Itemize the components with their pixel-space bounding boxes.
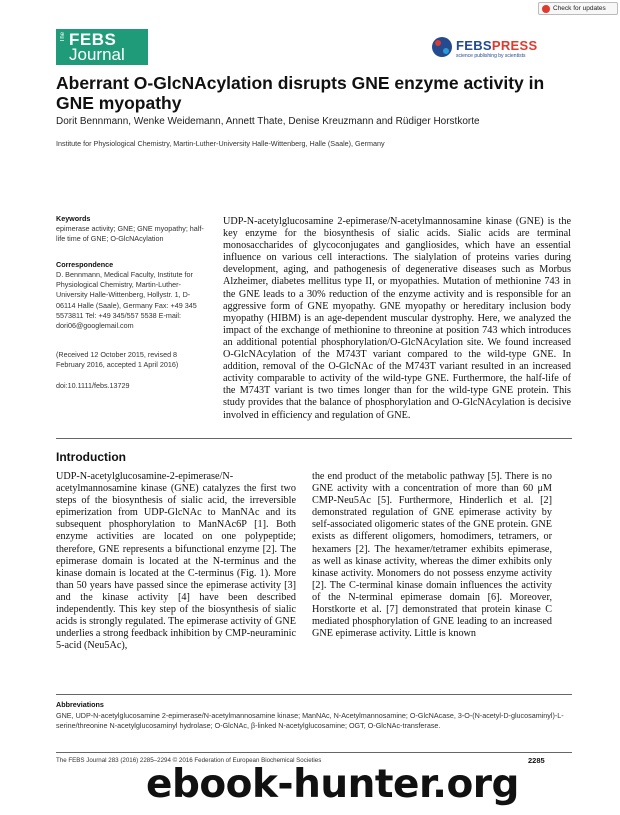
correspondence-heading: Correspondence xyxy=(56,260,114,269)
publisher-name: FEBSPRESS xyxy=(456,38,538,53)
watermark: ebook-hunter.org xyxy=(146,762,519,807)
abbreviations-text: GNE, UDP-N-acetylglucosamine 2-epimerase/N-acetylmannosamine kinase; ManNAc, N-Acetylmannosamine; O-GlcNAcase, 3-O-(N-acetyl-D-glucosaminyl)-L-serine/threonine N-acetylglucosaminyl hydrolase; O-GlcNAc, β-linked N-acetylglucosamine; OGT, O-GlcNAc-transferase. xyxy=(56,711,564,730)
affiliation: Institute for Physiological Chemistry, Martin-Luther-University Halle-Wittenberg, Halle (Saale), Germany xyxy=(56,139,385,148)
section-divider xyxy=(56,438,572,439)
journal-logo xyxy=(56,29,148,65)
introduction-column-1: UDP-N-acetylglucosamine-2-epimerase/N-acetylmannosamine kinase (GNE) catalyzes the first two steps of the biosynthesis of sialic acid, the irreversible epimerization from UDP-GlcNAc to ManNAc and its subsequent phosphorylation to ManNAc6P [1]. Both enzyme activities are located on one polypeptide; therefore, GNE represents a bifunctional enzyme [2]. The epimerase domain is located at the N-terminus and the kinase domain is located at the C-terminus (Fig. 1). More than 50 years have passed since the epimerase activity [3] and the kinase activity [4] have been described independently. This key step of the biosynthesis of sialic acids is strongly regulated. The epimerase activity of GNE underlies a strong feedback inhibition by CMP-neuraminic 5-acid (Neu5Ac), xyxy=(56,471,296,652)
logo-the: The xyxy=(60,32,66,43)
footer-divider xyxy=(56,752,572,753)
logo-febs: FEBS xyxy=(69,30,117,49)
introduction-column-2: the end product of the metabolic pathway [5]. There is no GNE activity with a concentration of more than 60 μM CMP-Neu5Ac [5]. Furthermore, Hinderlich et al. [2] demonstrated regulation of GNE epimerase activity by self-associated oligomeric states of the GNE protein. GNE exists as different oligomers, homodimers, tetramers, or hexamers [2]. The hexamer/tetramer exhibits epimerase, as well as kinase activity, whereas the dimer exhibits only kinase activity. Monomers do not possess enzyme activity [2]. The C-terminal kinase domain influences the activity of the N-terminal epimerase domain [6]. Moreover, Horstkorte et al. [7] demonstrated that protein kinase C mediated phosphorylation of GNE leading to an increased GNE epimerase activity. Little is known xyxy=(312,471,552,640)
abbreviations-divider xyxy=(56,694,572,695)
footer-citation: The FEBS Journal 283 (2016) 2285–2294 © 2016 Federation of European Biochemical Societies xyxy=(56,757,322,764)
publisher-tagline: science publishing by scientists xyxy=(456,53,526,59)
crossmark-icon xyxy=(542,5,550,13)
publisher-emblem-icon xyxy=(432,37,452,57)
article-title: Aberrant O-GlcNAcylation disrupts GNE enzyme activity in GNE myopathy xyxy=(56,73,545,113)
keywords-heading: Keywords xyxy=(56,214,91,223)
keywords: epimerase activity; GNE; GNE myopathy; half-life time of GNE; O-GlcNAcylation xyxy=(56,224,204,244)
author-list: Dorit Bennmann, Wenke Weidemann, Annett Thate, Denise Kreuzmann and Rüdiger Horstkorte xyxy=(56,116,480,127)
page-number: 2285 xyxy=(528,756,545,765)
correspondence: D. Bennmann, Medical Faculty, Institute for Physiological Chemistry, Martin-Luther-University Halle-Wittenberg, Hollystr. 1, D-06114 Halle (Saale), Germany Fax: +49 345 5573811 Tel: +49 345/557 5538 E-mail: dori06@googlemail.com xyxy=(56,270,197,331)
publisher-logo xyxy=(432,37,542,65)
abbreviations-heading: Abbreviations xyxy=(56,700,104,709)
check-for-updates-label: Check for updates xyxy=(553,5,606,12)
logo-journal: Journal xyxy=(69,45,125,64)
doi-link[interactable]: doi:10.1111/febs.13729 xyxy=(56,381,130,390)
received-dates: (Received 12 October 2015, revised 8 February 2016, accepted 1 April 2016) xyxy=(56,350,179,370)
abstract: UDP-N-acetylglucosamine 2-epimerase/N-acetylmannosamine kinase (GNE) is the key enzyme for the biosynthesis of sialic acids. Sialic acids are terminal monosaccharides of glycoconjugates and gangliosides, which have an essential influence on various cell interactions. The sialylation of proteins varies during development, aging, and pathogenesis of degenerative diseases such as Morbus Alzheimer, diabetes mellitus type II, or myopathies. Mutation of methionine 743 in the GNE leads to a 30% reduction of the enzyme activity and is responsible for an aggressive form of GNE myopathy. GNE myopathy or hereditary inclusion body myopathy (HIBM) is an age-dependent muscular dystrophy. Here, we analyzed the impact of the exchange of methionine to threonine at position 743 which introduces an additional potential phosphorylation/O-GlcNAcylation site. We found increased O-GlcNAcylation of the M743T variant compared to the wild-type GNE. In addition, removal of the O-GlcNAc of the M743T variant resulted in an increased activity comparable to activity of the wild-type GNE. Furthermore, the half-life of the M743T variant is two times longer than for the wild-type GNE protein. This study provides that the balance of phosphorylation and O-GlcNAcylation is decisive involved in efficiency and regulation of GNE. xyxy=(223,216,571,421)
introduction-heading: Introduction xyxy=(56,450,126,464)
check-for-updates-badge[interactable] xyxy=(538,2,618,15)
